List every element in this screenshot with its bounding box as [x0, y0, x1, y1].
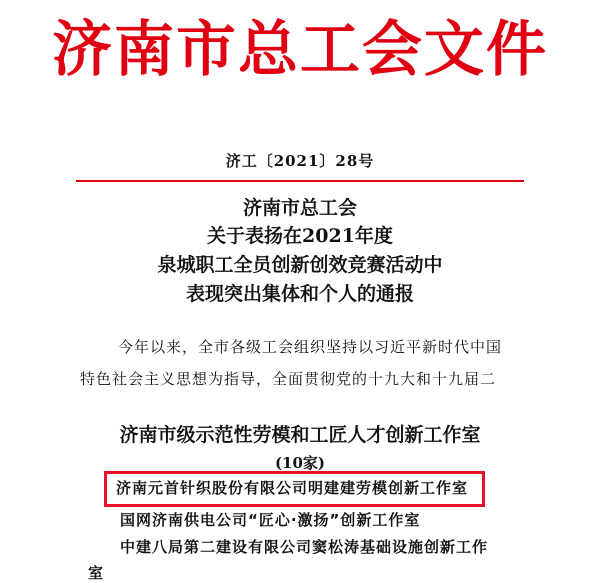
- notice-title-line-3: 泉城职工全员创新创效竞赛活动中: [157, 254, 443, 276]
- notice-title-line-4: 表现突出集体和个人的通报: [185, 283, 414, 305]
- notice-title-line-2: 关于表扬在2021年度: [207, 225, 393, 247]
- masthead-title: 济南市总工会文件: [52, 15, 548, 85]
- body-paragraph-line-1: 今年以来，全市各级工会组织坚持以习近平新时代中国: [118, 338, 503, 356]
- red-divider-line: [76, 180, 524, 182]
- document-number: 济工〔2021〕28号: [225, 152, 375, 170]
- list-item-3: 中建八局第二建设有限公司窦松涛基础设施创新工作: [120, 538, 489, 556]
- list-item-2: 国网济南供电公司“匠心·激扬”创新工作室: [120, 511, 421, 529]
- list-item-1: 济南元首针织股份有限公司明建建劳模创新工作室: [116, 479, 469, 497]
- section-heading: 济南市级示范性劳模和工匠人才创新工作室: [119, 424, 481, 446]
- body-paragraph-line-2: 特色社会主义思想为指导，全面贯彻党的十九大和十九届二: [80, 370, 497, 388]
- notice-title-line-1: 济南市总工会: [242, 197, 357, 219]
- list-item-3-continuation: 室: [88, 564, 105, 582]
- section-count: (10家): [274, 454, 326, 472]
